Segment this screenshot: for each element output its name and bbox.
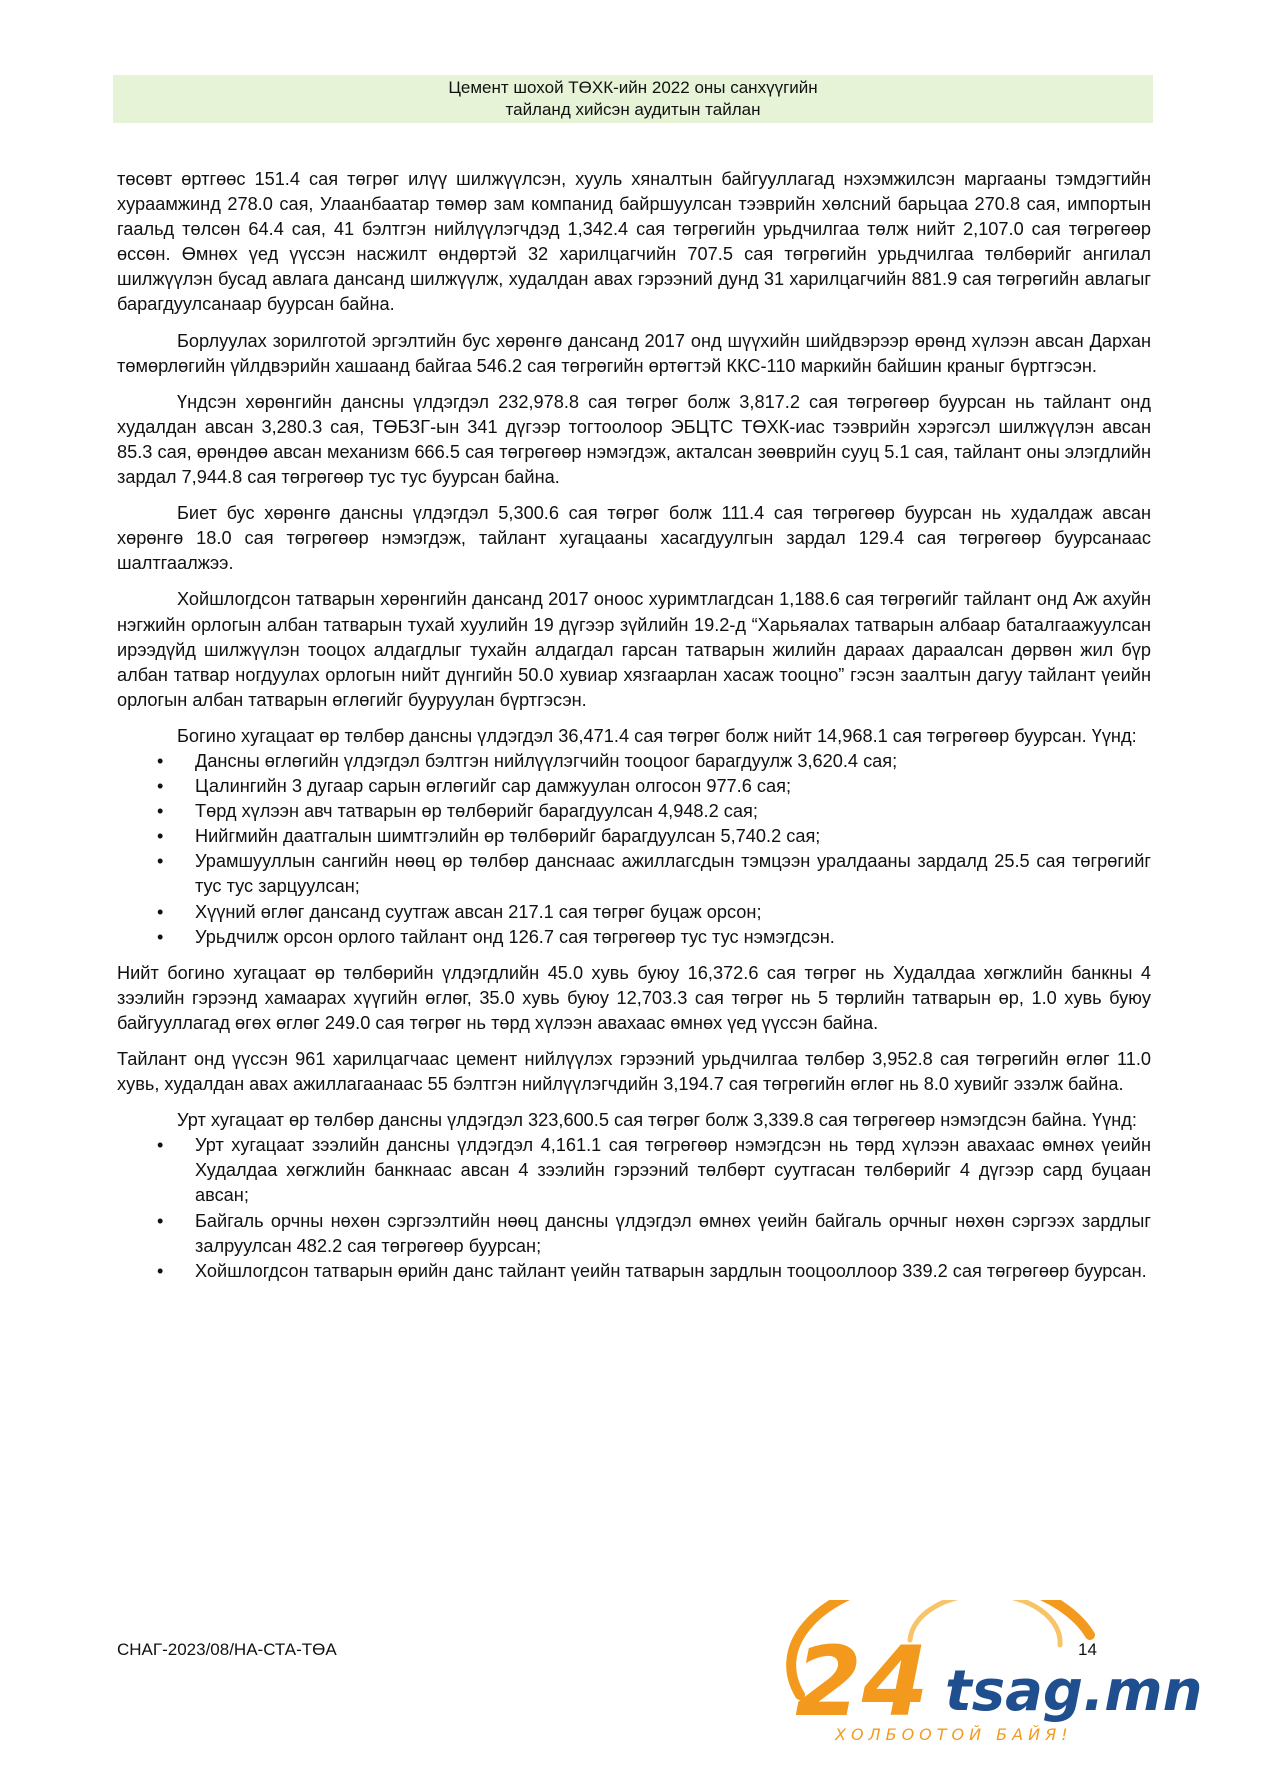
bullet-icon: • <box>157 851 164 872</box>
logo-tagline: ХОЛБООТОЙ БАЙЯ! <box>835 1725 1073 1744</box>
list-item-text: Төрд хүлээн авч татварын өр төлбөрийг барагдуулсан 4,948.2 сая; <box>195 801 758 822</box>
bullet-icon: • <box>157 750 164 771</box>
paragraph: Биет бус хөрөнгө дансны үлдэгдэл 5,300.6 сая төгрөг болж 111.4 сая төгрөгөөр буурсан нь худалдаж авсан хөрөнгө 18.0 сая төгрөгөөр нэмэгдэж, тайлант хугацааны хасагдуулгын зардал 129.4 сая төгрөгөөр буурсанаас шалтгаалжээ. <box>117 503 1151 574</box>
page-number: 14 <box>1078 1640 1097 1659</box>
list-item <box>117 749 1151 774</box>
paragraph: Тайлант онд үүссэн 961 харилцагчаас цемент нийлүүлэх гэрээний урьдчилгаа төлбөр 3,952.8 сая төгрөгийн өглөг 11.0 хувь, худалдан авах ажиллагаанаас 55 бэлтгэн нийлүүлэгчдийн 3,194.7 сая төгрөгийн өглөг нь 8.0 хувийг эзэлж байна. <box>117 1049 1151 1095</box>
list-item-text: Урьдчилж орсон орлого тайлант онд 126.7 сая төгрөгөөр тус тус нэмэгдсэн. <box>195 926 835 947</box>
bullet-icon: • <box>157 826 164 847</box>
bullet-icon: • <box>157 776 164 797</box>
header-line-2: тайланд хийсэн аудитын тайлан <box>505 100 761 119</box>
bullet-list <box>117 1133 1151 1284</box>
tsag-mn-logo <box>760 1600 1220 1750</box>
list-item-text: Байгаль орчны нөхөн сэргээлтийн нөөц дансны үлдэгдэл өмнөх үеийн байгаль орчныг нөхөн сэргээх зардлыг залруулсан 482.2 сая төгрөгөөр буурсан; <box>195 1210 1151 1256</box>
list-item-text: Нийгмийн даатгалын шимтгэлийн өр төлбөрийг барагдуулсан 5,740.2 сая; <box>195 826 821 847</box>
header-line-1: Цемент шохой ТӨХК-ийн 2022 оны санхүүгийн <box>448 78 818 97</box>
paragraph: Нийт богино хугацаат өр төлбөрийн үлдэгдлийн 45.0 хувь буюу 16,372.6 сая төгрөг нь Худалдаа хөгжлийн банкны 4 зээлийн гэрээнд хамаарах хүүгийн өглөг, 35.0 хувь буюу 12,703.3 сая төгрөг нь 5 төрлийн татварын өр, 1.0 хувь буюу байгууллагад өгөх өглөг 249.0 сая төгрөг нь төрд хүлээн авахаас өмнөх үед үүссэн байна. <box>117 962 1151 1033</box>
bullet-icon: • <box>157 1135 164 1156</box>
paragraph: Хойшлогдсон татварын хөрөнгийн дансанд 2017 оноос хуримтлагдсан 1,188.6 сая төгрөгийг тайлант онд Аж ахуйн нэгжийн орлогын албан татварын тухай хуулийн 19 дүгээр зүйлийн 19.2-д “Харьяалах татварын албаар баталгаажуулсан ирээдүйд шилжүүлэн тооцох алдагдлыг тухайн алдагдал гарсан татварын жилийн дараах дараалсан дөрвөн жил бүр албан татвар ногдуулах орлогын нийт дүнгийн 50.0 хувиар хязгаарлан хасаж тооцно” гэсэн заалтын дагуу тайлант үеийн орлогын албан татварын өглөгийг бууруулан бүртгэсэн. <box>117 589 1151 710</box>
document-code: СНАГ-2023/08/НА-СТА-ТӨА <box>117 1640 337 1659</box>
paragraph: Богино хугацаат өр төлбөр дансны үлдэгдэл 36,471.4 сая төгрөг болж нийт 14,968.1 сая төгрөгөөр буурсан. Үүнд: <box>177 725 1137 746</box>
bullet-icon: • <box>157 1210 164 1231</box>
bullet-icon: • <box>157 1260 164 1281</box>
logo-number: 24 <box>795 1626 929 1738</box>
paragraph: Үндсэн хөрөнгийн дансны үлдэгдэл 232,978.8 сая төгрөг болж 3,817.2 сая төгрөгөөр буурсан нь тайлант онд худалдан авсан 3,280.3 сая, ТӨБЗГ-ын 341 дүгээр тогтоолоор ЭБЦТС ТӨХК-иас тээврийн хэрэгсэл шилжүүлэн авсан 85.3 сая, өрөндөө авсан механизм 666.5 сая төгрөгөөр нэмэгдэж, акталсан зөөврийн сууц 5.1 сая, тайлант оны элэгдлийн зардал 7,944.8 сая төгрөгөөр тус тус буурсан байна. <box>117 391 1151 488</box>
list-item <box>117 774 1151 799</box>
logo-swoosh-inner <box>910 1600 1060 1645</box>
list-item <box>117 849 1151 899</box>
logo-name: tsag.mn <box>945 1659 1203 1724</box>
list-item <box>117 799 1151 824</box>
list-item-text: Урт хугацаат зээлийн дансны үлдэгдэл 4,161.1 сая төгрөгөөр нэмэгдсэн нь төрд хүлээн авахаас өмнөх үеийн Худалдаа хөгжлийн банкнаас авсан 4 зээлийн гэрээний төлбөрт суутгасан төлбөрийг 4 дүгээр сард буцаан авсан; <box>195 1135 1151 1206</box>
report-header <box>113 75 1153 123</box>
list-item-text: Цалингийн 3 дугаар сарын өглөгийг сар дамжуулан олгосон 977.6 сая; <box>195 776 792 797</box>
list-item <box>117 925 1151 950</box>
list-item <box>117 1133 1151 1208</box>
list-item-text: Дансны өглөгийн үлдэгдэл бэлтгэн нийлүүлэгчийн тооцоог барагдуулж 3,620.4 сая; <box>195 750 898 771</box>
paragraph: Борлуулах зорилготой эргэлтийн бус хөрөнгө дансанд 2017 онд шүүхийн шийдвэрээр өрөнд хүлээн авсан Дархан төмөрлөгийн үйлдвэрийн хашаанд байгаа 546.2 сая төгрөгийн өртөгтэй ККС-110 маркийн байшин краныг бүртгэсэн. <box>117 330 1151 376</box>
list-item-text: Хойшлогдсон татварын өрийн данс тайлант үеийн татварын зардлын тооцооллоор 339.2 сая төгрөгөөр буурсан. <box>195 1260 1147 1281</box>
list-item <box>117 1259 1151 1284</box>
list-item-text: Хүүний өглөг дансанд суутгаж авсан 217.1 сая төгрөг буцаж орсон; <box>195 901 762 922</box>
list-item <box>117 1209 1151 1259</box>
list-item <box>117 824 1151 849</box>
report-body <box>117 167 1151 1295</box>
list-item-text: Урамшууллын сангийн нөөц өр төлбөр данснаас ажиллагсдын тэмцээн уралдааны зардалд 25.5 сая төгрөгийг тус тус зарцуулсан; <box>195 851 1151 897</box>
paragraph: Урт хугацаат өр төлбөр дансны үлдэгдэл 323,600.5 сая төгрөг болж 3,339.8 сая төгрөгөөр нэмэгдсэн байна. Үүнд: <box>177 1110 1137 1131</box>
bullet-icon: • <box>157 926 164 947</box>
bullet-icon: • <box>157 901 164 922</box>
bullet-list <box>117 749 1151 950</box>
paragraph: төсөвт өртгөөс 151.4 сая төгрөг илүү шилжүүлсэн, хууль хяналтын байгууллагад нэхэмжилсэн маргааны тэмдэгтийн хураамжинд 278.0 сая, Улаанбаатар төмөр зам компанид байршуулсан тээврийн хөлсний барьцаа 270.8 сая, импортын гаальд төлсөн 64.4 сая, 41 бэлтгэн нийлүүлэгчдэд 1,342.4 сая төгрөгийн урьдчилгаа төлж нийт 2,107.0 сая төгрөгөөр өссөн. Өмнөх үед үүссэн насжилт өндөртэй 32 харилцагчийн 707.5 сая төгрөгийн урьдчилгаа төлбөрийг ангилал шилжүүлэн бусад авлага дансанд шилжүүлж, худалдан авах гэрээний дунд 31 харилцагчийн 881.9 сая төгрөгийн авлагыг барагдуулсанаар буурсан байна. <box>117 169 1151 315</box>
list-item <box>117 900 1151 925</box>
bullet-icon: • <box>157 801 164 822</box>
